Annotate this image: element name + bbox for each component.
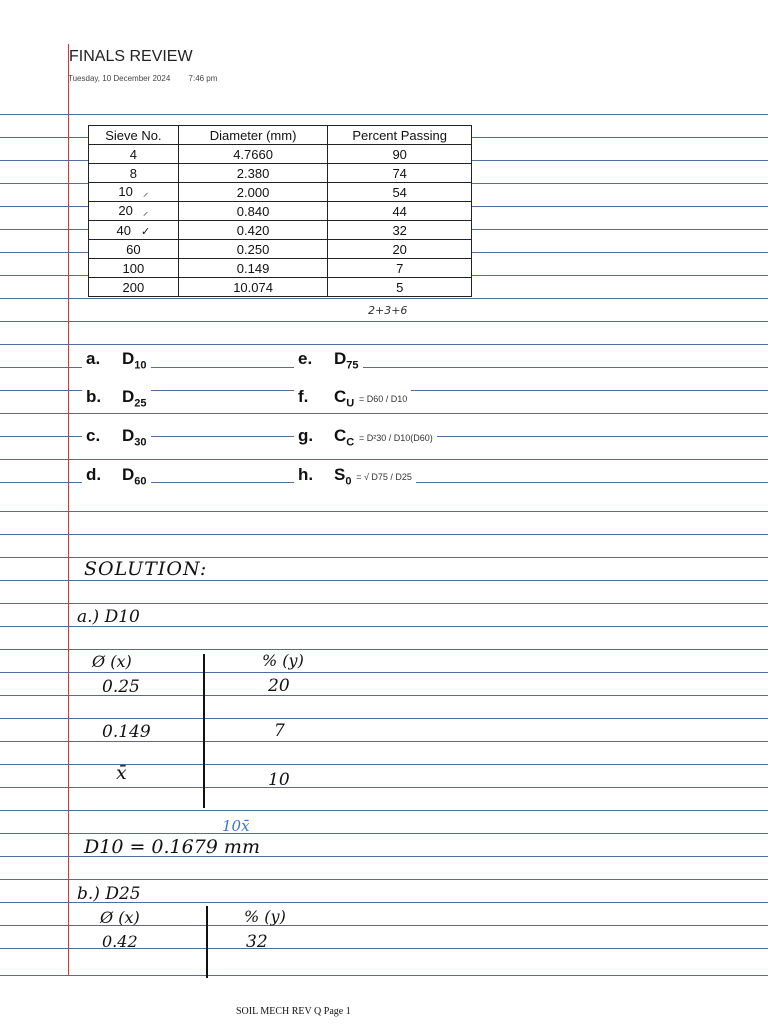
formula-text: = √ D75 / D25 [356, 472, 412, 482]
part-b-title: b.) D25 [77, 884, 141, 904]
question-e [294, 349, 363, 371]
question-label: h. [298, 465, 314, 484]
cell-diameter: 0.840 [178, 202, 328, 221]
part-a-col-x: Ø (x) [92, 652, 132, 671]
page-footer: SOIL MECH REV Q Page 1 [236, 1006, 351, 1017]
part-a-annotation: 10x̄ [222, 817, 250, 835]
question-sub: C [346, 436, 355, 449]
cell-sieve: 100 [89, 259, 179, 278]
question-label: f. [298, 387, 309, 406]
question-var: D [122, 387, 135, 406]
question-b [82, 387, 151, 409]
part-b-col-x: Ø (x) [100, 908, 140, 927]
header-diameter: Diameter (mm) [178, 126, 328, 145]
question-label: g. [298, 426, 314, 445]
question-label: a. [86, 349, 101, 368]
cell-diameter: 0.250 [178, 240, 328, 259]
part-a-y-value: 20 [268, 676, 290, 696]
part-b-divider [206, 906, 208, 978]
question-sub: 25 [134, 397, 147, 410]
question-var: C [334, 426, 347, 445]
handwritten-note: 2+3+6 [368, 304, 408, 317]
question-var: D [122, 349, 135, 368]
table-row [89, 221, 472, 240]
table-row [89, 240, 472, 259]
question-var: D [334, 349, 347, 368]
cell-diameter: 10.074 [178, 278, 328, 297]
part-a-col-y: % (y) [262, 651, 304, 670]
question-sub: 75 [346, 359, 359, 372]
check-mark-icon: ⸝ [142, 206, 149, 218]
table-row [89, 183, 472, 202]
part-b-col-y: % (y) [244, 907, 286, 926]
part-a-result: D10 = 0.1679 mm [84, 836, 260, 858]
part-a-divider [203, 654, 205, 808]
check-mark-icon: ✓ [141, 225, 151, 238]
cell-diameter: 2.000 [178, 183, 328, 202]
part-a-y-value: 7 [274, 721, 285, 741]
page-time: 7:46 pm [188, 74, 218, 83]
question-label: b. [86, 387, 102, 406]
part-a-x-value: 0.25 [102, 677, 140, 697]
part-b-y-value: 32 [246, 932, 268, 952]
margin-line [68, 44, 69, 976]
cell-passing: 54 [328, 183, 472, 202]
question-h [294, 465, 416, 487]
question-sub: 10 [134, 359, 147, 372]
table-row [89, 202, 472, 221]
question-sub: 0 [345, 475, 352, 488]
cell-diameter: 0.420 [178, 221, 328, 240]
part-a-x-value: 0.149 [102, 722, 151, 742]
part-a-y-value: 10 [268, 770, 290, 790]
cell-diameter: 4.7660 [178, 145, 328, 164]
cell-passing: 20 [328, 240, 472, 259]
header-percent-passing: Percent Passing [328, 126, 472, 145]
question-g [294, 426, 437, 448]
question-sub: 60 [134, 475, 147, 488]
sieve-table [88, 125, 472, 297]
table-row [89, 278, 472, 297]
question-sub: U [346, 397, 355, 410]
question-var: C [334, 387, 347, 406]
table-row [89, 164, 472, 183]
cell-passing: 5 [328, 278, 472, 297]
question-c [82, 426, 151, 448]
table-row [89, 145, 472, 164]
question-var: S [334, 465, 346, 484]
cell-passing: 74 [328, 164, 472, 183]
table-row [89, 259, 472, 278]
cell-sieve: 8 [89, 164, 179, 183]
question-label: c. [86, 426, 101, 445]
question-d [82, 465, 151, 487]
part-a-x-value: x̄ [116, 762, 127, 784]
check-mark-icon: ⸝ [142, 187, 149, 199]
page-title: FINALS REVIEW [69, 48, 193, 65]
part-a-title: a.) D10 [77, 607, 140, 627]
formula-text: = D60 / D10 [358, 394, 408, 404]
question-a [82, 349, 151, 371]
cell-passing: 7 [328, 259, 472, 278]
cell-sieve [89, 183, 179, 202]
sieve-table-header [89, 126, 472, 145]
part-b-x-value: 0.42 [102, 932, 138, 951]
question-f [294, 387, 411, 409]
cell-sieve-value: 10 [118, 184, 133, 199]
formula-text: = D²30 / D10(D60) [358, 433, 433, 443]
cell-passing: 90 [328, 145, 472, 164]
cell-sieve [89, 221, 179, 240]
solution-heading: SOLUTION: [84, 558, 208, 580]
question-var: D [122, 465, 135, 484]
question-sub: 30 [134, 436, 147, 449]
cell-sieve: 4 [89, 145, 179, 164]
header-sieve-no: Sieve No. [89, 126, 179, 145]
question-var: D [122, 426, 135, 445]
cell-passing: 32 [328, 221, 472, 240]
cell-diameter: 0.149 [178, 259, 328, 278]
cell-sieve: 60 [89, 240, 179, 259]
cell-sieve-value: 20 [118, 203, 133, 218]
question-label: d. [86, 465, 102, 484]
cell-sieve-value: 40 [116, 222, 131, 238]
cell-diameter: 2.380 [178, 164, 328, 183]
cell-passing: 44 [328, 202, 472, 221]
page-meta [68, 74, 233, 83]
cell-sieve: 200 [89, 278, 179, 297]
page-date: Tuesday, 10 December 2024 [68, 74, 171, 83]
cell-sieve [89, 202, 179, 221]
question-label: e. [298, 349, 313, 368]
